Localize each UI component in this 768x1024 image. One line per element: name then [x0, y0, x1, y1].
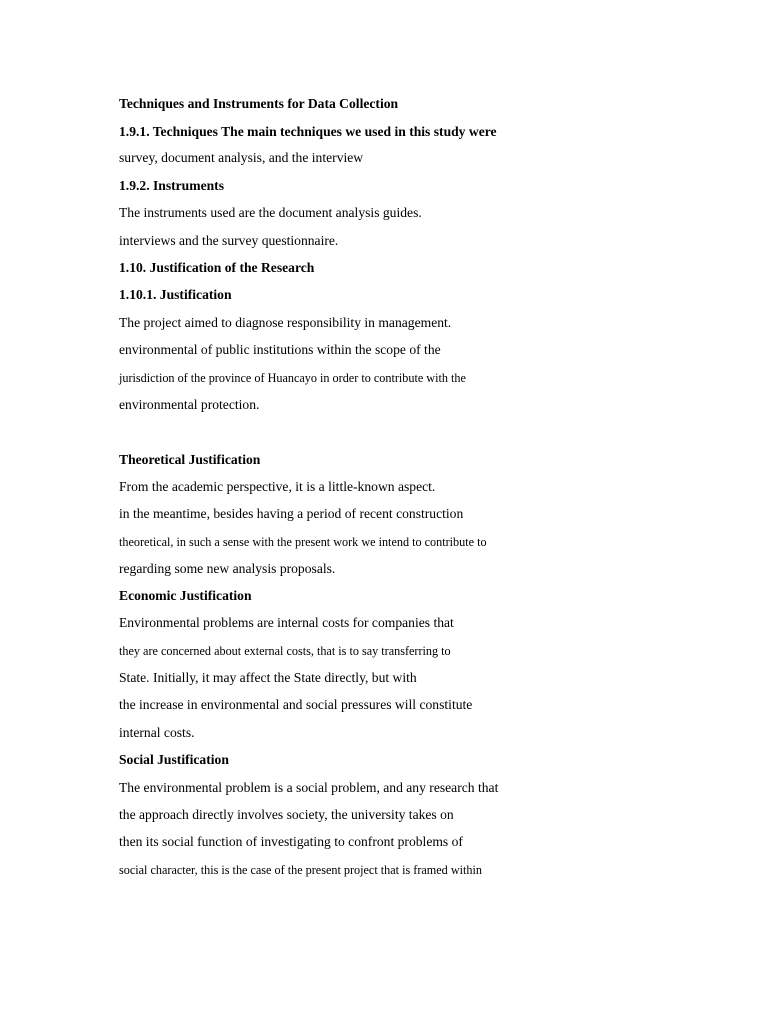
- heading-theoretical-justification: Theoretical Justification: [119, 452, 261, 467]
- paragraph-line: the increase in environmental and social pressures will constitute: [119, 697, 473, 712]
- subsection-heading-techniques: 1.9.1. Techniques The main techniques we used in this study were: [119, 124, 497, 139]
- section-heading-techniques-instruments: Techniques and Instruments for Data Collection: [119, 96, 399, 111]
- paragraph-line: environmental of public institutions within the scope of the: [119, 342, 441, 357]
- paragraph-line: they are concerned about external costs, that is to say transferring to: [119, 644, 451, 658]
- paragraph-line: in the meantime, besides having a period of recent construction: [119, 506, 464, 521]
- paragraph-line: From the academic perspective, it is a little-known aspect.: [119, 479, 436, 494]
- paragraph-line: social character, this is the case of the present project that is framed within: [119, 863, 482, 877]
- paragraph-line: interviews and the survey questionnaire.: [119, 233, 339, 248]
- subsection-heading-instruments: 1.9.2. Instruments: [119, 178, 224, 193]
- paragraph-line: regarding some new analysis proposals.: [119, 561, 336, 576]
- paragraph-line: State. Initially, it may affect the State directly, but with: [119, 670, 417, 685]
- heading-economic-justification: Economic Justification: [119, 588, 252, 603]
- paragraph-line: Environmental problems are internal costs for companies that: [119, 615, 454, 630]
- paragraph-line: The environmental problem is a social problem, and any research that: [119, 780, 499, 795]
- paragraph-line: environmental protection.: [119, 397, 260, 412]
- section-heading-justification-research: 1.10. Justification of the Research: [119, 260, 315, 275]
- paragraph-line: the approach directly involves society, the university takes on: [119, 807, 454, 822]
- paragraph-line: theoretical, in such a sense with the present work we intend to contribute to: [119, 535, 487, 549]
- paragraph-line: jurisdiction of the province of Huancayo in order to contribute with the: [119, 371, 466, 385]
- paragraph-line: internal costs.: [119, 725, 195, 740]
- subsection-heading-justification: 1.10.1. Justification: [119, 287, 232, 302]
- paragraph-line: The project aimed to diagnose responsibility in management.: [119, 315, 452, 330]
- paragraph-line: then its social function of investigating to confront problems of: [119, 834, 463, 849]
- paragraph-line: survey, document analysis, and the interview: [119, 150, 364, 165]
- heading-social-justification: Social Justification: [119, 752, 229, 767]
- paragraph-line: The instruments used are the document analysis guides.: [119, 205, 422, 220]
